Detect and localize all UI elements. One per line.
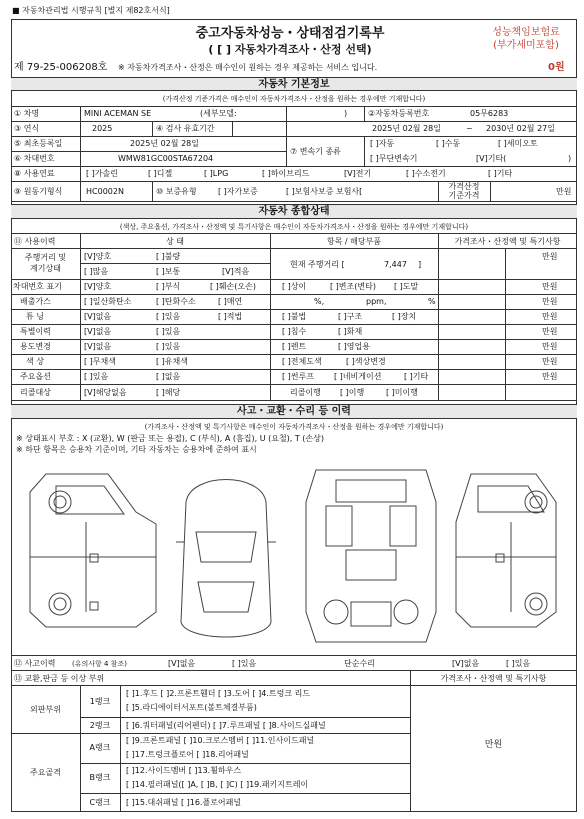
recall-not-done: [ ]미이행 bbox=[386, 388, 418, 397]
option-etc: [ ]기타 bbox=[404, 372, 429, 381]
tuning-label: 튜 닝 bbox=[26, 312, 44, 321]
recall-fix-label: 리콜이행 bbox=[290, 388, 321, 397]
tuning-yes: [ ]있음 bbox=[156, 312, 181, 321]
warranty-self: [ ]자가보증 bbox=[218, 187, 258, 196]
color-label: 색 상 bbox=[26, 357, 44, 366]
mileage-won: 만원 bbox=[542, 252, 558, 261]
exchange-won: 만원 bbox=[484, 740, 503, 750]
options-label: 주요옵션 bbox=[20, 372, 51, 381]
rank-b-line-b: [ ]14.필러패널([ ]A, [ ]B, [ ]C) [ ]19.패키지트레이 bbox=[126, 780, 309, 789]
emission-co: [ ]일산화탄소 bbox=[84, 297, 132, 306]
first-registration-label: ⑤ 최초등록일 bbox=[14, 139, 63, 148]
use-rent: [ ]렌트 bbox=[282, 342, 307, 351]
current-mileage-label: 현재 주행거리 [ bbox=[290, 260, 345, 269]
mileage-bad: [ ]불량 bbox=[156, 252, 181, 261]
fuel-gasoline: [ ]가솔린 bbox=[86, 169, 118, 178]
emission-smoke: [ ]매연 bbox=[218, 297, 243, 306]
fuel-lpg: [ ]LPG bbox=[204, 169, 229, 178]
mileage-few: [V]적음 bbox=[222, 267, 250, 276]
tuning-device: [ ]장치 bbox=[392, 312, 417, 321]
trans-etc: [V]기타( bbox=[476, 154, 507, 163]
rank-2-label: 2랭크 bbox=[89, 721, 111, 730]
document-number: 제 79-25-006208호 bbox=[14, 62, 108, 73]
option-sunroof: [ ]썬루프 bbox=[282, 372, 314, 381]
vin-rust: [ ]부식 bbox=[156, 282, 181, 291]
exchange-price-header: 가격조사・산정액 및 특기사항 bbox=[440, 674, 547, 683]
use-change-label: 용도변경 bbox=[20, 342, 51, 351]
accident-yes: [ ]있음 bbox=[232, 659, 257, 668]
fuel-diesel: [ ]디젤 bbox=[148, 169, 173, 178]
basic-info-note: (가격산정 기준가격은 매수인이 자동차가격조사・산정을 원하는 경우에만 기재합니다) bbox=[162, 95, 426, 103]
rank-b-line-a: [ ]12.사이드멤버 [ ]13.휠하우스 bbox=[126, 766, 242, 775]
insurance-label-vat: (부가세미포함) bbox=[493, 40, 559, 51]
warranty-insurer: [ ]보험사보증 보험사[ bbox=[286, 187, 363, 196]
basic-info-title: 자동차 기본정보 bbox=[258, 79, 330, 90]
use-business: [ ]영업용 bbox=[338, 342, 370, 351]
registration-number-label: ②자동차등록번호 bbox=[368, 109, 430, 118]
inspection-from: 2025년 02월 28일 bbox=[372, 124, 441, 133]
vin-different: [ ]상이 bbox=[282, 282, 307, 291]
main-frame-label: 주요골격 bbox=[30, 768, 61, 777]
service-notice: ※ 자동차가격조사・산정은 매수인이 원하는 경우 제공하는 서비스 입니다. bbox=[118, 63, 378, 72]
inspection-to: 2030년 02월 27일 bbox=[486, 124, 555, 133]
fuel-label: ⑧ 사용연료 bbox=[14, 169, 55, 178]
vin-damaged: [ ]훼손(오손) bbox=[210, 282, 256, 291]
first-registration-value: 2025년 02월 28일 bbox=[130, 139, 199, 148]
price-base-unit: 만원 bbox=[556, 187, 572, 196]
rank-1-label: 1랭크 bbox=[89, 697, 111, 706]
passenger-car-note: ※ 하단 항목은 승용차 기준이며, 기타 자동차는 승용차에 준하여 표시 bbox=[16, 445, 257, 454]
price-header-cell: 가격조사・산정액 및 특기사항 bbox=[454, 237, 561, 246]
color-achromatic: [ ]무채색 bbox=[84, 357, 116, 366]
rank-c-line-a: [ ]15.대쉬패널 [ ]16.플로어패널 bbox=[126, 798, 242, 807]
fuel-electric: [V]전기 bbox=[344, 169, 372, 178]
current-mileage-value: 7,447 bbox=[384, 260, 407, 269]
exchange-label: ⑬ 교환,판금 등 이상 부위 bbox=[14, 674, 105, 683]
rank-c-label: C랭크 bbox=[89, 798, 111, 807]
item-header-cell: 항목 / 해당부품 bbox=[326, 237, 382, 246]
form-subtitle: ( [ ] 자동차가격조사・산정 선택) bbox=[208, 43, 372, 56]
price-base-label: 가격산정 bbox=[448, 182, 480, 191]
recall-na: [V]해당없음 bbox=[84, 388, 127, 397]
fuel-hybrid: [ ]하이브리드 bbox=[262, 169, 310, 178]
special-history-label: 특별이력 bbox=[20, 327, 51, 336]
emission-hc: [ ]탄화수소 bbox=[156, 297, 196, 306]
history-header: ⑪ 사용이력 bbox=[14, 237, 56, 246]
vin-label: ⑥ 차대번호 bbox=[14, 154, 55, 163]
trans-manual: [ ]수동 bbox=[436, 139, 461, 148]
use-won: 만원 bbox=[542, 342, 558, 351]
insurance-fee: 0원 bbox=[548, 62, 565, 73]
symbol-legend: ※ 상태표시 부호 : X (교환), W (판금 또는 용접), C (부식), A (흠집), U (요철), T (손상) bbox=[16, 434, 325, 443]
car-model-close: ) bbox=[344, 109, 348, 118]
car-name-label: ① 차명 bbox=[14, 109, 40, 118]
emission-pct: %, bbox=[314, 297, 325, 306]
repair-title: 사고・교환・수리 등 이력 bbox=[237, 406, 351, 417]
fuel-etc: [ ]기타 bbox=[488, 169, 513, 178]
option-navigation: [ ]네비게이션 bbox=[334, 372, 382, 381]
trans-etc-close: ) bbox=[568, 154, 572, 163]
accident-history-note: (유의사항 4 참조) bbox=[72, 660, 127, 668]
emission-pct2: % bbox=[428, 297, 436, 306]
rank-a-label: A랭크 bbox=[89, 743, 111, 752]
current-mileage-close: ] bbox=[418, 260, 422, 269]
trans-auto: [ ]자동 bbox=[370, 139, 395, 148]
model-year-value: 2025 bbox=[92, 124, 113, 133]
rank-a-line-a: [ ]9.프론트패널 [ ]10.크로스멤버 [ ]11.인사이드패널 bbox=[126, 736, 315, 745]
outer-panel-label: 외판부위 bbox=[30, 705, 61, 714]
special-won: 만원 bbox=[542, 327, 558, 336]
warranty-type-label: ⑩ 보증유형 bbox=[156, 187, 197, 196]
trans-cvt: [ ]무단변속기 bbox=[370, 154, 418, 163]
vin-won: 만원 bbox=[542, 282, 558, 291]
registration-number-value: 05무6283 bbox=[470, 109, 509, 118]
inspection-tilde: ~ bbox=[466, 124, 473, 133]
mileage-label2: 계기상태 bbox=[30, 264, 61, 273]
engine-type-label: ⑨ 원동기형식 bbox=[14, 187, 63, 196]
status-note: (색상, 주요옵션, 가격조사・산정액 및 특기사항은 매수인이 자동차가격조사・산정을 원하는 경우에만 기재합니다) bbox=[119, 223, 469, 231]
color-won: 만원 bbox=[542, 357, 558, 366]
mileage-normal: [ ]보통 bbox=[156, 267, 181, 276]
tuning-legal: [ ]적법 bbox=[218, 312, 243, 321]
car-name-value: MINI ACEMAN SE bbox=[84, 109, 152, 118]
recall-done: [ ]이행 bbox=[340, 388, 365, 397]
emission-won: 만원 bbox=[542, 297, 558, 306]
rank-1-line-b: [ ]5.라디에이터서포트(볼트체결부품) bbox=[126, 703, 257, 712]
mileage-many: [ ]많음 bbox=[84, 267, 109, 276]
use-yes: [ ]있음 bbox=[156, 342, 181, 351]
recall-label: 리콜대상 bbox=[20, 388, 51, 397]
color-change: [ ]색상변경 bbox=[346, 357, 386, 366]
engine-type-value: HC0002N bbox=[86, 187, 124, 196]
vin-altered: [ ]변조(변타) bbox=[330, 282, 376, 291]
recall-applicable: [ ]해당 bbox=[156, 388, 181, 397]
car-damage-diagram bbox=[16, 462, 576, 652]
accident-history-label: ⑫ 사고이력 bbox=[14, 659, 56, 668]
form-title: 중고자동차성능・상태점검기록부 bbox=[195, 26, 385, 41]
tuning-won: 만원 bbox=[542, 312, 558, 321]
special-yes: [ ]있음 bbox=[156, 327, 181, 336]
use-none: [V]없음 bbox=[84, 342, 112, 351]
fuel-hydrogen: [ ]수소전기 bbox=[406, 169, 446, 178]
simple-repair-label: 단순수리 bbox=[344, 659, 375, 668]
price-base-label2: 기준가격 bbox=[448, 191, 480, 200]
special-none: [V]없음 bbox=[84, 327, 112, 336]
rule-reference: ■ 자동차관리법 시행규칙 [별지 제82호서식] bbox=[12, 6, 170, 15]
vin-good: [V]양호 bbox=[84, 282, 112, 291]
trans-semi: [ ]세미오토 bbox=[498, 139, 538, 148]
simple-repair-none: [V]없음 bbox=[452, 659, 480, 668]
car-model-label: (세부모델: bbox=[200, 109, 237, 118]
transmission-label: ⑦ 변속기 종류 bbox=[290, 147, 341, 156]
options-no: [ ]없음 bbox=[156, 372, 181, 381]
tuning-structure: [ ]구조 bbox=[338, 312, 363, 321]
mileage-good: [V]양호 bbox=[84, 252, 112, 261]
color-full-paint: [ ]전체도색 bbox=[282, 357, 322, 366]
special-flood: [ ]침수 bbox=[282, 327, 307, 336]
emission-ppm: ppm, bbox=[366, 297, 387, 306]
rank-2-line-a: [ ]6.쿼터패널(리어펜더) [ ]7.루프패널 [ ]8.사이드실패널 bbox=[126, 721, 326, 730]
status-header-cell: 상 태 bbox=[166, 237, 184, 246]
rank-a-line-b: [ ]17.트렁크플로어 [ ]18.리어패널 bbox=[126, 750, 249, 759]
options-won: 만원 bbox=[542, 372, 558, 381]
mileage-label: 주행거리 및 bbox=[24, 253, 67, 262]
rank-b-label: B랭크 bbox=[89, 773, 111, 782]
color-chromatic: [ ]유채색 bbox=[156, 357, 188, 366]
emission-label: 배출가스 bbox=[20, 297, 51, 306]
special-fire: [ ]화재 bbox=[338, 327, 363, 336]
inspection-validity-label: ④ 검사 유효기간 bbox=[156, 124, 215, 133]
tuning-illegal: [ ]불법 bbox=[282, 312, 307, 321]
insurance-label: 성능책임보험료 bbox=[492, 27, 560, 38]
rank-1-line-a: [ ]1.후드 [ ]2.프론트휀더 [ ]3.도어 [ ]4.트렁크 리드 bbox=[126, 689, 311, 698]
simple-repair-yes: [ ]있음 bbox=[506, 659, 531, 668]
vin-value: WMW81GC00STA67204 bbox=[118, 154, 214, 163]
repair-note: (가격조사・산정액 및 특기사항은 매수인이 자동차가격조사・산정을 원하는 경우에만 기재합니다) bbox=[144, 423, 444, 431]
status-title: 자동차 종합상태 bbox=[258, 206, 330, 217]
accident-none: [V]없음 bbox=[168, 659, 196, 668]
model-year-label: ③ 연식 bbox=[14, 124, 40, 133]
vin-smeared: [ ]도말 bbox=[394, 282, 419, 291]
vin-marking-label: 차대번호 표기 bbox=[13, 282, 62, 291]
options-yes: [ ]있음 bbox=[84, 372, 109, 381]
tuning-none: [V]없음 bbox=[84, 312, 112, 321]
